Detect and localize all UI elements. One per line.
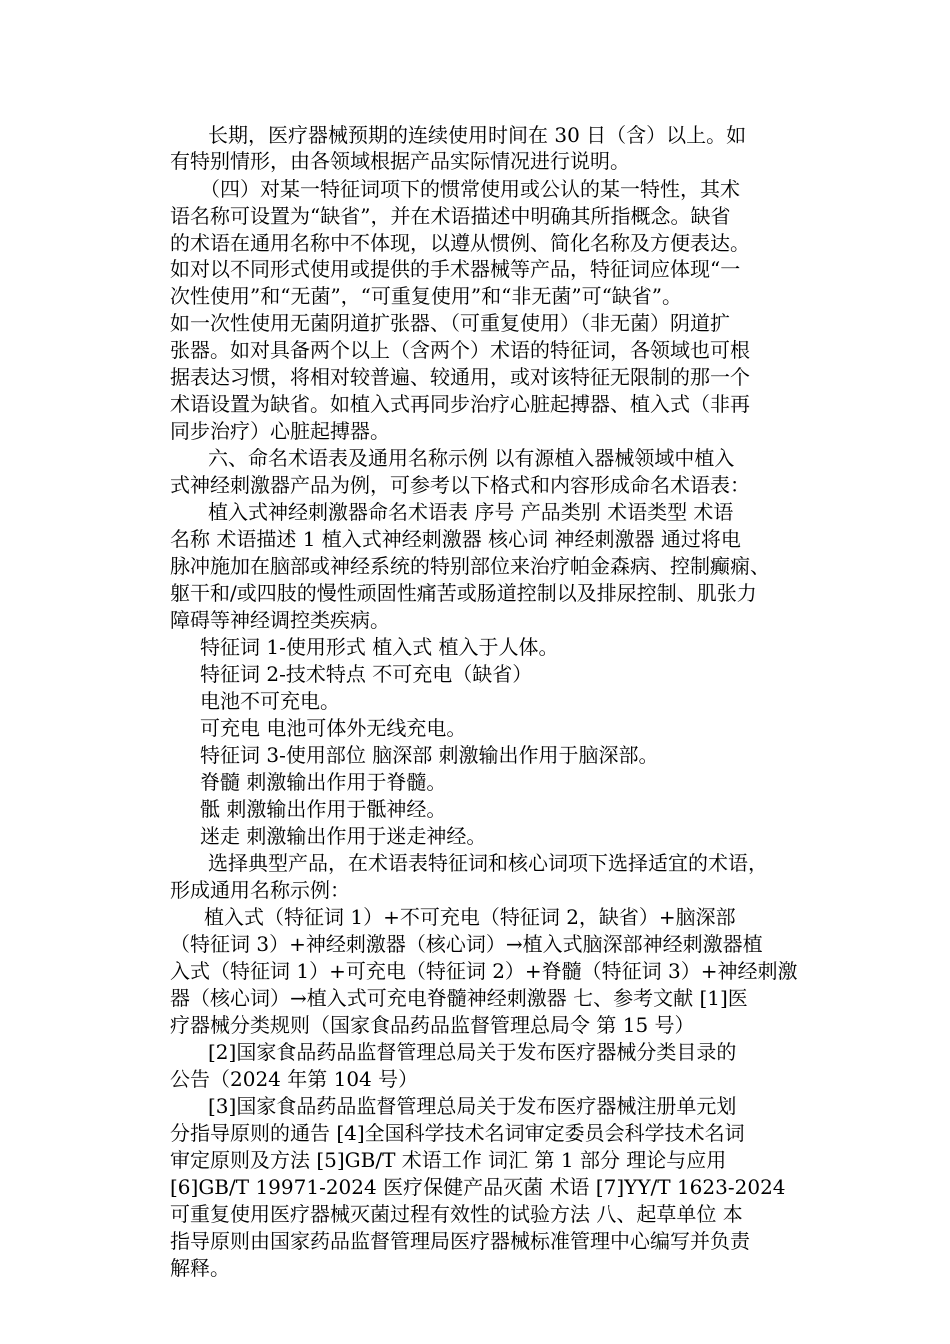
text-line: 特征词 3-使用部位 脑深部 刺激输出作用于脑深部。	[200, 743, 659, 767]
text-line: 审定原则及方法 [5]GB/T 术语工作 词汇 第 1 部分 理论与应用	[170, 1148, 727, 1172]
text-line: 有特别情形，由各领域根据产品实际情况进行说明。	[170, 149, 630, 173]
text-line: 解释。	[170, 1256, 230, 1280]
text-line: 脊髓 刺激输出作用于脊髓。	[200, 770, 447, 794]
text-line: 公告（2024 年第 104 号）	[170, 1067, 419, 1091]
text-line: 如一次性使用无菌阴道扩张器、（可重复使用）（非无菌）阴道扩	[170, 311, 730, 335]
text-line: 选择典型产品，在术语表特征词和核心词项下选择适宜的术语，	[208, 851, 768, 875]
text-line: 迷走 刺激输出作用于迷走神经。	[200, 824, 487, 848]
text-line: 名称 术语描述 1 植入式神经刺激器 核心词 神经刺激器 通过将电	[170, 527, 741, 551]
text-line: 特征词 2-技术特点 不可充电（缺省）	[200, 662, 533, 686]
text-line: 如对以不同形式使用或提供的手术器械等产品，特征词应体现“一	[170, 257, 741, 281]
text-line: 张器。如对具备两个以上（含两个）术语的特征词，各领域也可根	[170, 338, 750, 362]
text-line: 式神经刺激器产品为例，可参考以下格式和内容形成命名术语表：	[170, 473, 750, 497]
text-line: 可重复使用医疗器械灭菌过程有效性的试验方法 八、起草单位 本	[170, 1202, 743, 1226]
text-line: （四）对某一特征词项下的惯常使用或公认的某一特性，其术	[200, 177, 740, 201]
text-line: 植入式（特征词 1）+不可充电（特征词 2，缺省）+脑深部	[204, 905, 736, 929]
text-line: 躯干和/或四肢的慢性顽固性痛苦或肠道控制以及排尿控制、肌张力	[170, 581, 757, 605]
text-line: [3]国家食品药品监督管理总局关于发布医疗器械注册单元划	[208, 1094, 737, 1118]
text-line: 电池不可充电。	[200, 689, 340, 713]
text-line: 长期，医疗器械预期的连续使用时间在 30 日（含）以上。如	[208, 123, 747, 147]
text-line: 次性使用”和“无菌”，“可重复使用”和“非无菌”可“缺省”。	[170, 284, 683, 308]
text-line: 术语设置为缺省。如植入式再同步治疗心脏起搏器、植入式（非再	[170, 392, 750, 416]
text-line: 的术语在通用名称中不体现，以遵从惯例、简化名称及方便表达。	[170, 231, 750, 255]
text-line: 六、命名术语表及通用名称示例 以有源植入器械领域中植入	[208, 446, 735, 470]
text-line: 指导原则由国家药品监督管理局医疗器械标准管理中心编写并负责	[170, 1229, 750, 1253]
text-line: （特征词 3）+神经刺激器（核心词）→植入式脑深部神经刺激器植	[170, 932, 763, 956]
text-line: 障碍等神经调控类疾病。	[170, 608, 390, 632]
text-line: [6]GB/T 19971-2024 医疗保健产品灭菌 术语 [7]YY/T 1623-2024	[170, 1175, 786, 1199]
text-line: 植入式神经刺激器命名术语表 序号 产品类别 术语类型 术语	[208, 500, 734, 524]
text-line: 特征词 1-使用形式 植入式 植入于人体。	[200, 635, 559, 659]
text-line: 入式（特征词 1）+可充电（特征词 2）+脊髓（特征词 3）+神经刺激	[170, 959, 798, 983]
text-line: 器（核心词）→植入式可充电脊髓神经刺激器 七、参考文献 [1]医	[170, 986, 748, 1010]
text-line: 据表达习惯，将相对较普遍、较通用，或对该特征无限制的那一个	[170, 365, 750, 389]
text-line: 可充电 电池可体外无线充电。	[200, 716, 467, 740]
text-line: 分指导原则的通告 [4]全国科学技术名词审定委员会科学技术名词	[170, 1121, 745, 1145]
text-line: 疗器械分类规则（国家食品药品监督管理总局令 第 15 号）	[170, 1013, 695, 1037]
text-line: 语名称可设置为“缺省”，并在术语描述中明确其所指概念。缺省	[170, 204, 731, 228]
text-line: 形成通用名称示例：	[170, 878, 350, 902]
text-line: 骶 刺激输出作用于骶神经。	[200, 797, 447, 821]
text-line: [2]国家食品药品监督管理总局关于发布医疗器械分类目录的	[208, 1040, 737, 1064]
text-line: 脉冲施加在脑部或神经系统的特别部位来治疗帕金森病、控制癫痫、	[170, 554, 770, 578]
text-line: 同步治疗）心脏起搏器。	[170, 419, 390, 443]
